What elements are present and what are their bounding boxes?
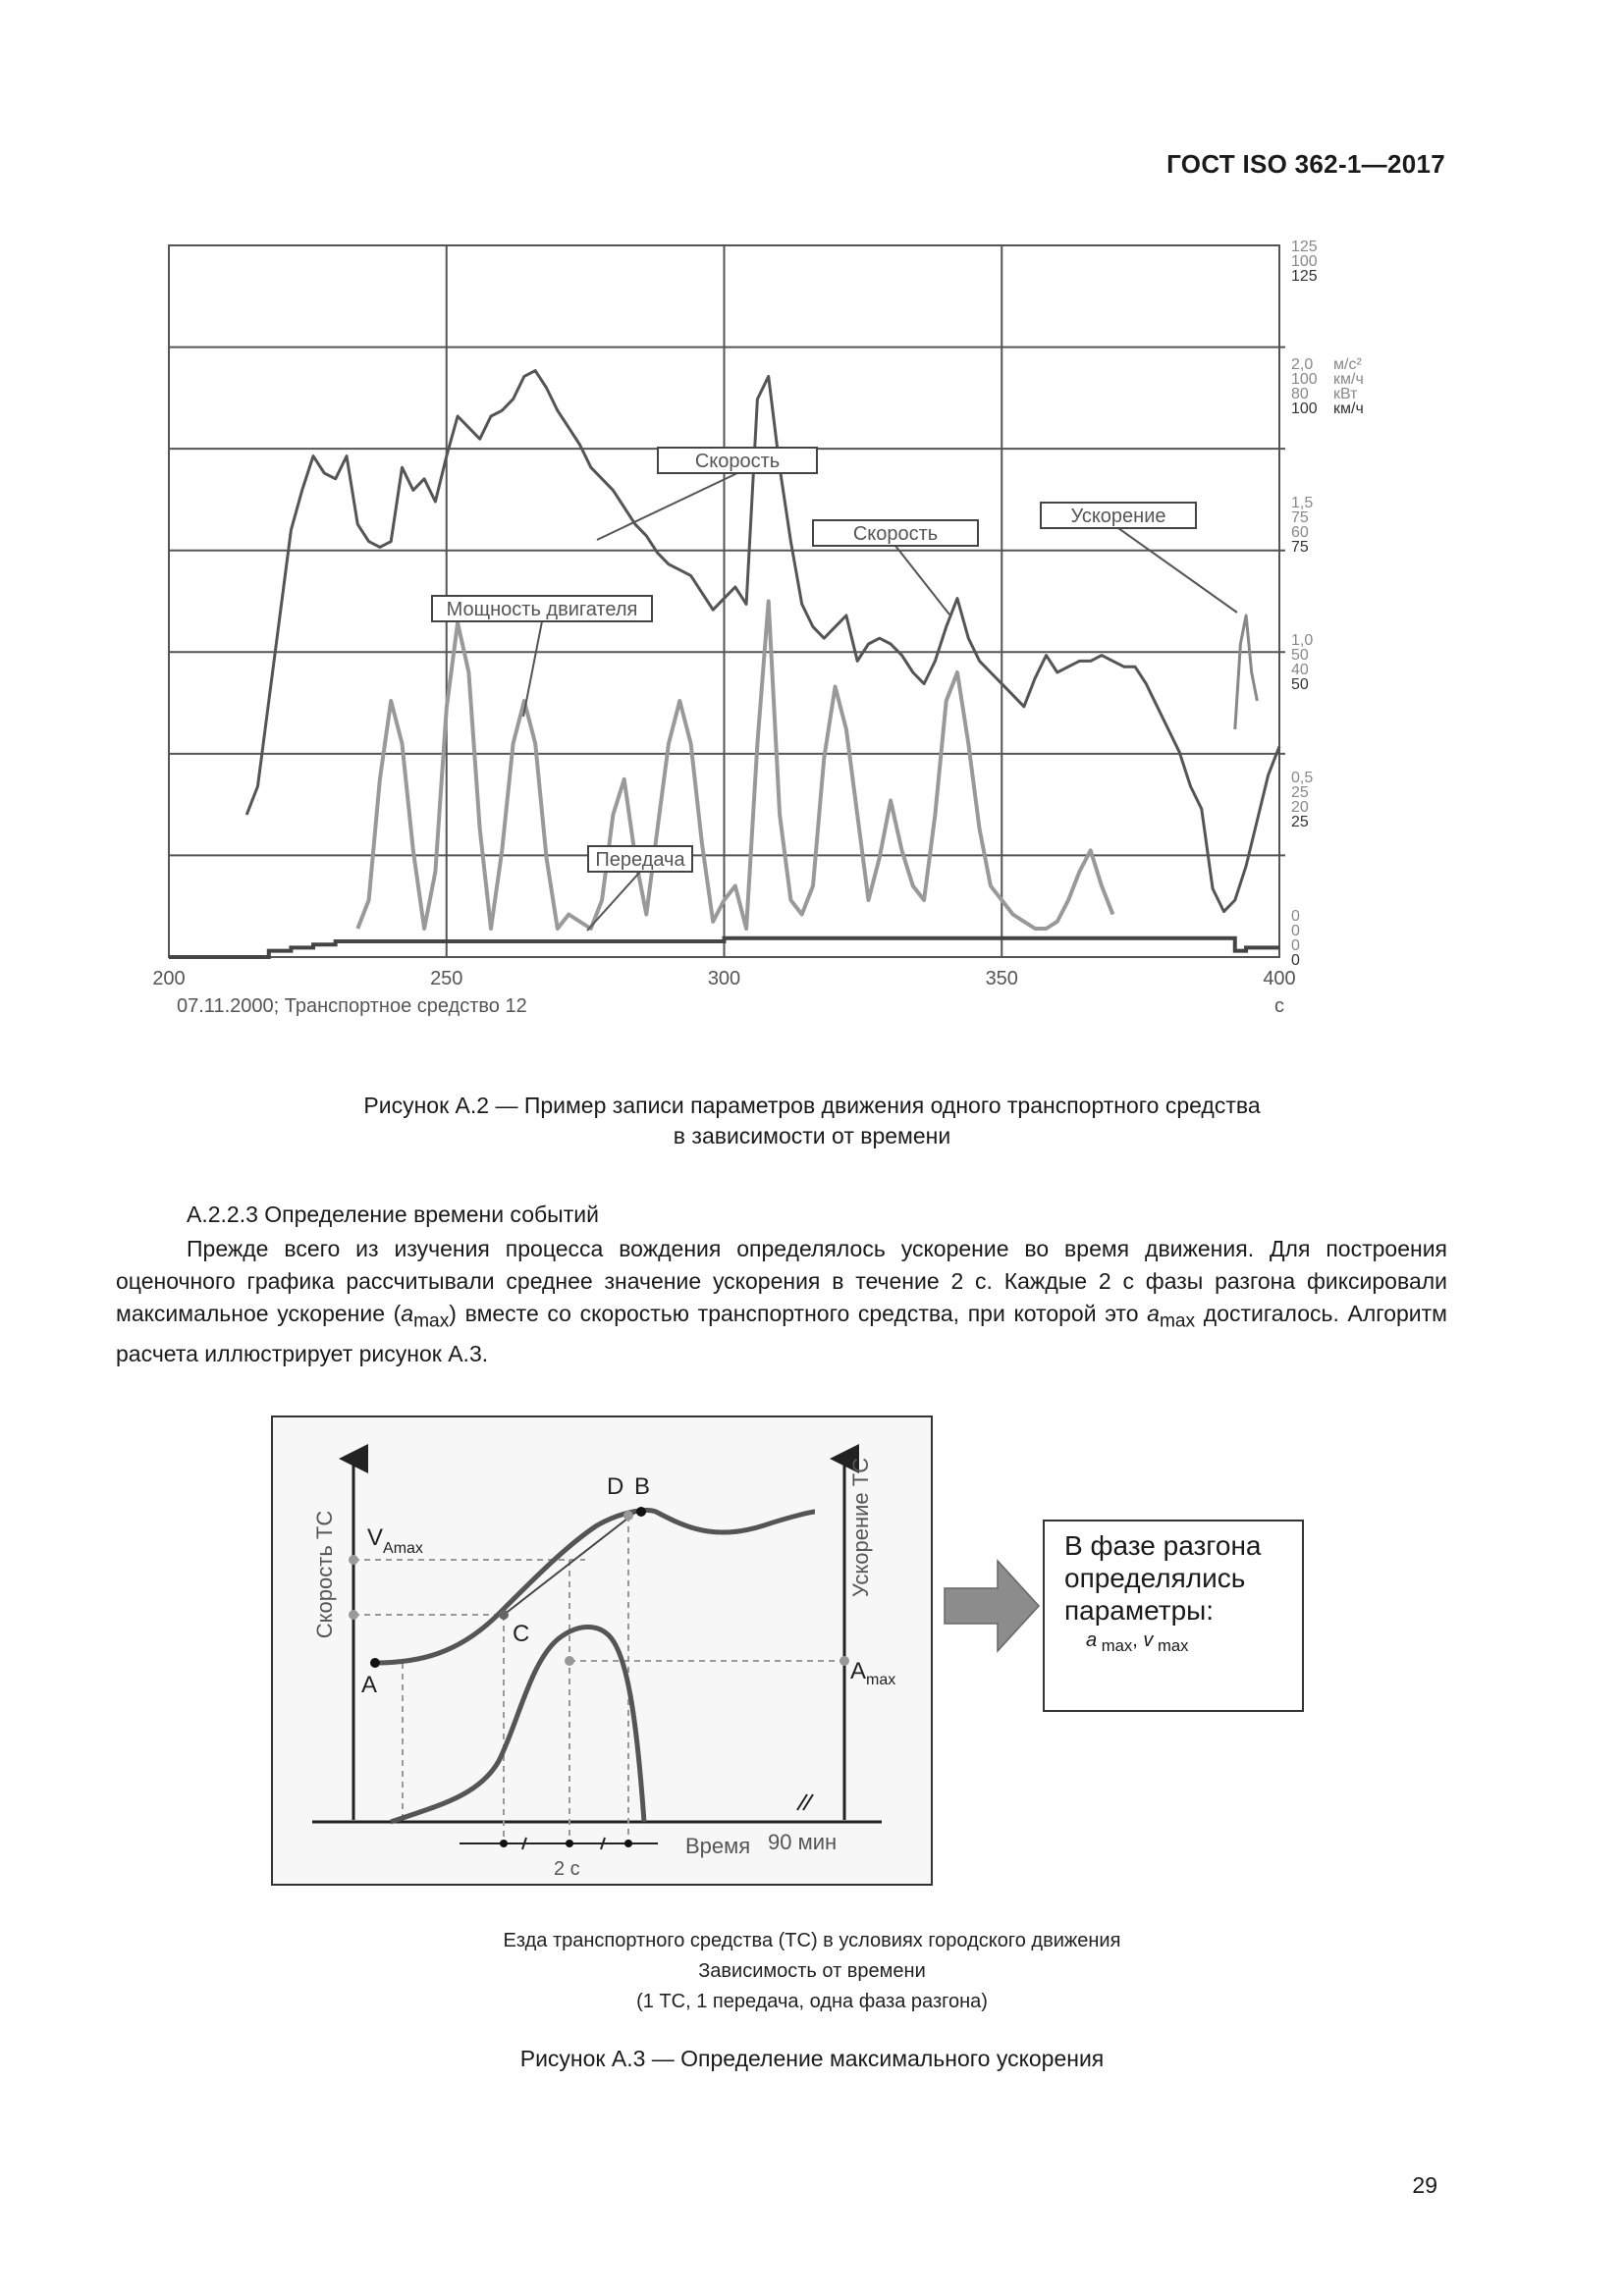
engine-power-annotation-label: Мощность двигателя [446, 599, 638, 620]
right-axis-tick-label: 125 [1291, 239, 1318, 255]
figure-a3-diagram [271, 1415, 933, 1886]
interval-label: 2 с [554, 1858, 580, 1880]
speed-curve [375, 1511, 815, 1663]
right-axis-unit-label: кВт [1333, 386, 1358, 402]
gear-annotation-label: Передача [595, 849, 685, 871]
x-tick-label: 400 [1263, 968, 1296, 989]
acceleration-line [1235, 615, 1258, 729]
box-line1: В фазе разгона [1064, 1530, 1262, 1561]
x-tick-label: 300 [707, 968, 741, 989]
paragraph-a-symbol: a [401, 1301, 414, 1326]
right-axis-tick-label: 125 [1291, 268, 1318, 285]
right-axis-tick-label: 0,5 [1291, 770, 1314, 786]
body-paragraph-text [116, 1233, 1447, 1370]
point-c-marker [499, 1610, 509, 1620]
interval-start-dot [500, 1840, 508, 1847]
right-axis-tick-label: 25 [1291, 814, 1309, 830]
interval-mid-dot [566, 1840, 573, 1847]
point-d-marker [623, 1511, 633, 1521]
point-b-label: B [634, 1473, 651, 1500]
right-axis-tick-label: 50 [1291, 676, 1309, 693]
engine-power-line [357, 602, 1112, 930]
figure-a3-subtitle1: Езда транспортного средства (ТС) в условиях городского движения [503, 1930, 1121, 1951]
right-axis-unit-label: км/ч [1333, 400, 1364, 417]
gear-annotation-leader [587, 872, 640, 931]
speed-annotation-1-leader [597, 473, 737, 540]
point-d-label: D [607, 1473, 624, 1500]
right-axis-tick-label: 100 [1291, 400, 1318, 417]
right-axis-tick-label: 25 [1291, 784, 1309, 801]
amax-right-marker [839, 1656, 849, 1666]
figure-a2-caption-line2: в зависимости от времени [673, 1123, 951, 1148]
acceleration-annotation-leader [1118, 528, 1237, 613]
right-axis-tick-label: 2,0 [1291, 356, 1314, 373]
block-arrow-icon [943, 1557, 1041, 1655]
box-line2: определялись [1064, 1563, 1246, 1593]
speed-annotation-2-label: Скорость [852, 523, 939, 545]
point-a-label: A [361, 1672, 378, 1698]
c-left-marker [349, 1610, 358, 1620]
amax-marker [565, 1656, 574, 1666]
vamax-label: $V_{Amax}$ [367, 1524, 423, 1557]
engine-power-annotation-leader [523, 621, 542, 717]
x-tick-label: 350 [985, 968, 1018, 989]
paragraph-part1: Прежде всего из изучения процесса вождения определялось ускорение во время движения. Для построения оценочного графика рассчитывали среднее значение ускорения в течение 2 с. Каждые 2 с фазы разгона фиксировали максимальное ускорение ( [116, 1236, 1447, 1326]
point-c-label: C [513, 1621, 530, 1647]
right-axis-unit-label: км/ч [1333, 371, 1364, 388]
chart-footnote: 07.11.2000; Транспортное средство 12 [177, 995, 527, 1017]
right-axis-tick-label: 0 [1291, 952, 1300, 969]
vamax-left-marker [349, 1555, 358, 1565]
document-standard-header: ГОСТ ISO 362-1—2017 [1166, 149, 1445, 179]
time-axis-label: Время [685, 1834, 751, 1858]
figure-a3-svg [273, 1417, 935, 1888]
body-paragraph [116, 1233, 1447, 1370]
x-tick-label: 200 [152, 968, 186, 989]
figure-a2-caption-line1: Рисунок А.2 — Пример записи параметров движения одного транспортного средства [363, 1093, 1261, 1118]
chart-svg [152, 236, 1412, 1036]
right-axis-tick-label: 60 [1291, 524, 1309, 541]
paragraph-max-sub: max [413, 1310, 450, 1332]
right-axis-tick-label: 20 [1291, 799, 1309, 816]
right-axis-tick-label: 100 [1291, 371, 1318, 388]
acceleration-phase-box [1043, 1520, 1304, 1712]
interval-end-dot [624, 1840, 632, 1847]
right-axis-tick-label: 100 [1291, 253, 1318, 270]
page-number: 29 [1412, 2172, 1437, 2198]
right-axis-tick-label: 40 [1291, 662, 1309, 678]
chord-line [504, 1512, 636, 1615]
point-a-marker [370, 1658, 380, 1668]
figure-a3-subtitle3: (1 ТС, 1 передача, одна фаза разгона) [636, 1991, 988, 2012]
time-extent-label: 90 мин [768, 1830, 838, 1854]
right-axis-tick-label: 1,0 [1291, 632, 1314, 649]
paragraph-part2: ) вместе со скоростью транспортного средства, при которой это [449, 1301, 1148, 1326]
paragraph-a-symbol-2: a [1147, 1301, 1160, 1326]
paragraph-part3: достигалось. Алгоритм расчета иллюстрирует рисунок А.3. [116, 1301, 1447, 1366]
acceleration-annotation-label: Ускорение [1070, 506, 1166, 527]
x-unit-label: с [1274, 995, 1284, 1017]
right-axis-tick-label: 50 [1291, 647, 1309, 664]
speed-annotation-1-label: Скорость [694, 451, 781, 472]
right-axis-tick-label: 1,5 [1291, 495, 1314, 511]
right-axis-tick-label: 0 [1291, 908, 1300, 925]
figure-a2-chart [152, 236, 1412, 1036]
figure-a3-subtitle2: Зависимость от времени [698, 1960, 926, 1982]
section-heading: А.2.2.3 Определение времени событий [187, 1201, 599, 1227]
box-line3: параметры: [1064, 1595, 1215, 1626]
y-left-label: Скорость ТС [312, 1510, 337, 1639]
guide-lines [353, 1516, 844, 1843]
y-right-label: Ускорение ТС [848, 1457, 873, 1598]
right-axis-tick-label: 0 [1291, 937, 1300, 954]
x-tick-label: 250 [430, 968, 463, 989]
point-b-marker [636, 1507, 646, 1517]
right-axis-tick-label: 80 [1291, 386, 1309, 402]
paragraph-max-sub-2: max [1159, 1310, 1196, 1332]
right-axis-tick-label: 75 [1291, 539, 1309, 556]
right-axis-unit-label: м/с² [1333, 356, 1362, 373]
amax-label: $A_{max}$ [850, 1658, 896, 1688]
right-axis-tick-label: 0 [1291, 923, 1300, 939]
box-params: a $_{max}$, v $_{max}$ [1086, 1629, 1189, 1655]
right-axis-tick-label: 75 [1291, 509, 1309, 526]
speed-annotation-2-leader [895, 546, 949, 614]
figure-a3-caption: Рисунок А.3 — Определение максимального ускорения [519, 2046, 1105, 2071]
